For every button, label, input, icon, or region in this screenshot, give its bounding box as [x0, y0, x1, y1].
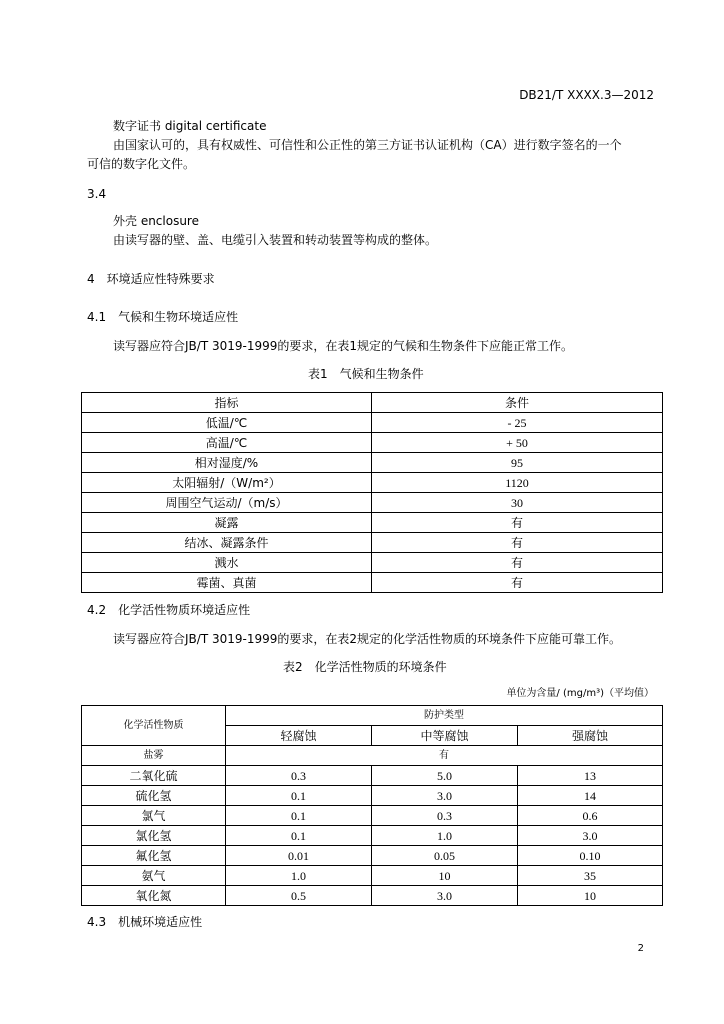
table-cell: 0.10 — [518, 846, 663, 866]
table-cell: 氨气 — [82, 866, 226, 886]
page-number: 2 — [637, 943, 644, 954]
table-cell: 10 — [372, 866, 518, 886]
table-header-cell: 强腐蚀 — [518, 726, 663, 746]
table-row — [82, 453, 663, 473]
table-header-row — [82, 706, 663, 726]
table-cell: 95 — [372, 453, 663, 473]
table-cell: 1.0 — [226, 866, 372, 886]
table-cell: 周围空气运动/（m/s） — [82, 493, 372, 513]
definition-line: 可信的数字化文件。 — [87, 157, 196, 171]
table-cell: 0.1 — [226, 826, 372, 846]
table-row — [82, 473, 663, 493]
table-cell: 10 — [518, 886, 663, 906]
table-cell: 1120 — [372, 473, 663, 493]
table-header-cell: 指标 — [82, 393, 372, 413]
table-cell: 0.1 — [226, 786, 372, 806]
table-cell: 3.0 — [372, 886, 518, 906]
table-cell: 相对湿度/% — [82, 453, 372, 473]
table-cell: 太阳辐射/（W/m²） — [82, 473, 372, 493]
unit-note: 单位为含量/ (mg/m³)（平均值） — [506, 688, 654, 699]
table-cell: 氧化氮 — [82, 886, 226, 906]
table-cell: 0.1 — [226, 806, 372, 826]
table-row — [82, 433, 663, 453]
table-cell: 结冰、凝露条件 — [82, 533, 372, 553]
table-header-row — [82, 393, 663, 413]
table-cell: 盐雾 — [82, 746, 226, 766]
table-cell: 高温/℃ — [82, 433, 372, 453]
table-cell: 有 — [372, 513, 663, 533]
paragraph: 读写器应符合JB/T 3019-1999的要求，在表1规定的气候和生物条件下应能正常工作。 — [113, 339, 574, 353]
table-cell: 14 — [518, 786, 663, 806]
table-cell: 0.01 — [226, 846, 372, 866]
table-header-cell: 防护类型 — [226, 706, 663, 726]
table-cell: 0.5 — [226, 886, 372, 906]
table-cell: 有 — [226, 746, 663, 766]
table-cell: 氯气 — [82, 806, 226, 826]
table-caption: 表1 气候和生物条件 — [308, 367, 424, 381]
table-caption: 表2 化学活性物质的环境条件 — [283, 660, 447, 674]
table-cell: 3.0 — [372, 786, 518, 806]
table-cell: 有 — [372, 533, 663, 553]
table-cell: 凝露 — [82, 513, 372, 533]
table-row — [82, 573, 663, 593]
table-row — [82, 493, 663, 513]
table-cell: 有 — [372, 553, 663, 573]
table-row — [82, 553, 663, 573]
climate-conditions-table — [81, 392, 663, 593]
table-row — [82, 513, 663, 533]
table-cell: 30 — [372, 493, 663, 513]
table-row — [82, 766, 663, 786]
table-cell: 0.3 — [372, 806, 518, 826]
section-heading: 4 环境适应性特殊要求 — [87, 272, 215, 286]
table-header-cell: 轻腐蚀 — [226, 726, 372, 746]
chemical-conditions-table — [81, 705, 663, 906]
table-cell: 0.05 — [372, 846, 518, 866]
section-heading: 4.2 化学活性物质环境适应性 — [87, 603, 251, 617]
term-digital-certificate: 数字证书 digital certificate — [113, 119, 267, 133]
table-cell: 氟化氢 — [82, 846, 226, 866]
table-header-cell: 条件 — [372, 393, 663, 413]
table-row — [82, 746, 663, 766]
table-row — [82, 533, 663, 553]
table-row — [82, 846, 663, 866]
table-cell: 低温/℃ — [82, 413, 372, 433]
table-cell: 霉菌、真菌 — [82, 573, 372, 593]
document-code: DB21/T XXXX.3—2012 — [519, 88, 654, 102]
table-cell: 35 — [518, 866, 663, 886]
table-row — [82, 786, 663, 806]
table-cell: - 25 — [372, 413, 663, 433]
section-heading: 4.1 气候和生物环境适应性 — [87, 310, 239, 324]
table-row — [82, 413, 663, 433]
table-cell: 3.0 — [518, 826, 663, 846]
table-cell: 1.0 — [372, 826, 518, 846]
table-cell: 0.3 — [226, 766, 372, 786]
table-row — [82, 866, 663, 886]
table-header-cell: 中等腐蚀 — [372, 726, 518, 746]
section-heading: 4.3 机械环境适应性 — [87, 915, 203, 929]
table-cell: 二氧化硫 — [82, 766, 226, 786]
table-cell: 5.0 — [372, 766, 518, 786]
table-cell: 13 — [518, 766, 663, 786]
table-row — [82, 826, 663, 846]
table-cell: 有 — [372, 573, 663, 593]
term-enclosure: 外壳 enclosure — [113, 214, 199, 228]
table-row — [82, 886, 663, 906]
table-cell: 硫化氢 — [82, 786, 226, 806]
section-number: 3.4 — [87, 187, 107, 201]
paragraph: 读写器应符合JB/T 3019-1999的要求，在表2规定的化学活性物质的环境条件下应能可靠工作。 — [113, 632, 622, 646]
definition-line: 由国家认可的，具有权威性、可信性和公正性的第三方证书认证机构（CA）进行数字签名的一个 — [113, 138, 622, 152]
table-cell: 氯化氢 — [82, 826, 226, 846]
table-cell: 0.6 — [518, 806, 663, 826]
table-row — [82, 806, 663, 826]
table-header-cell: 化学活性物质 — [82, 706, 226, 746]
table-cell: + 50 — [372, 433, 663, 453]
table-cell: 溅水 — [82, 553, 372, 573]
definition-line: 由读写器的壁、盖、电缆引入装置和转动装置等构成的整体。 — [113, 233, 438, 247]
